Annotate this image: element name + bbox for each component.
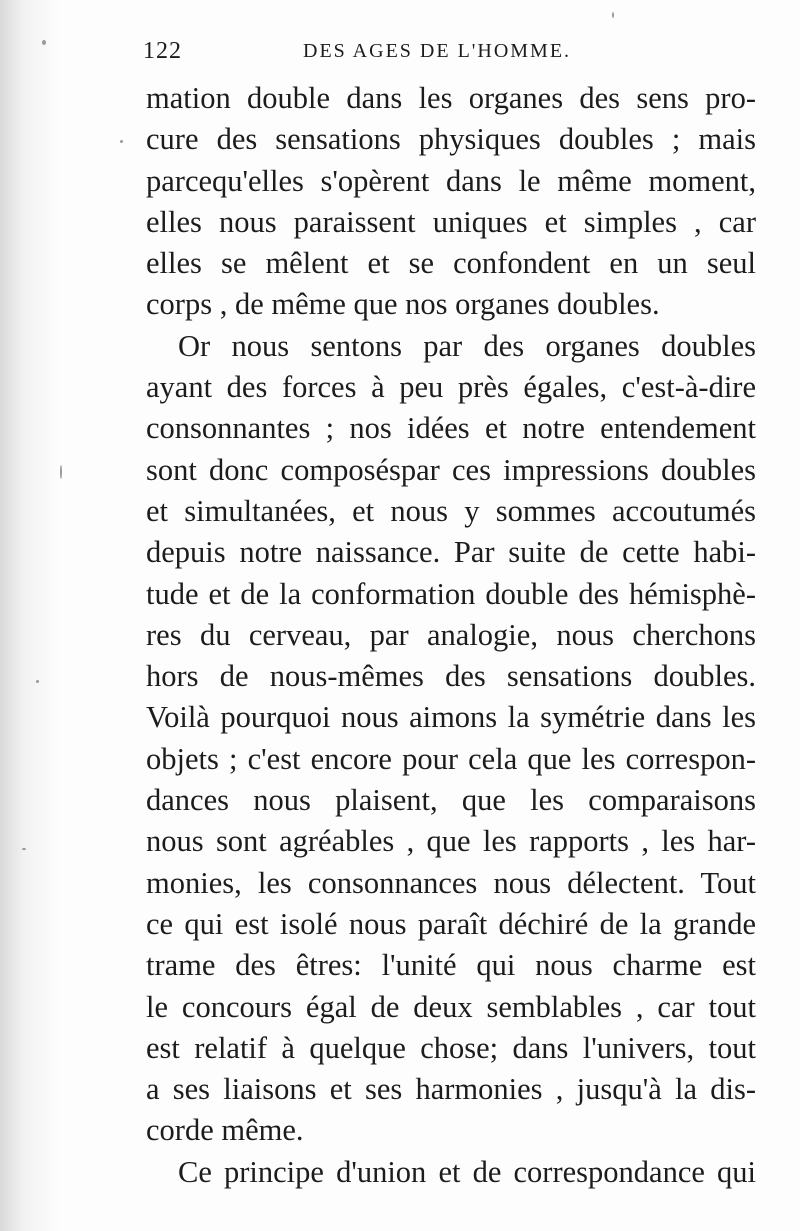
page-number: 122 [143, 38, 182, 64]
text-line: tude et de la conformation double des hémisphè- [146, 576, 756, 611]
ink-speck [120, 140, 123, 143]
text-line: parcequ'elles s'opèrent dans le même moment, [146, 163, 756, 198]
text-line: sont donc composéspar ces impressions doubles [146, 452, 756, 487]
text-line: Or nous sentons par des organes doubles [178, 328, 756, 363]
text-line: est relatif à quelque chose; dans l'univers, tout [146, 1030, 756, 1065]
text-line: mation double dans les organes des sens pro- [146, 81, 756, 115]
page-header [143, 30, 743, 66]
ink-speck [60, 465, 62, 479]
text-line: ayant des forces à peu près égales, c'est-à-dire [146, 370, 756, 405]
text-line: a ses liaisons et ses harmonies , jusqu'à la dis- [146, 1072, 756, 1107]
text-line: depuis notre naissance. Par suite de cette habi- [146, 535, 756, 570]
text-line: corde même. [146, 1113, 304, 1148]
ink-speck [36, 680, 39, 683]
text-line: Ce principe d'union et de correspondance qui [178, 1154, 756, 1189]
text-line: trame des êtres: l'unité qui nous charme est [146, 948, 756, 983]
text-line: cure des sensations physiques doubles ; mais [146, 122, 756, 157]
text-line: monies, les consonnances nous délectent. Tout [146, 865, 756, 900]
page-gutter-shadow [0, 0, 60, 1231]
text-line: le concours égal de deux semblables , car tout [146, 989, 756, 1024]
text-line: consonnantes ; nos idées et notre entendement [146, 411, 756, 446]
running-head: DES AGES DE L'HOMME. [303, 40, 572, 62]
text-line: hors de nous-mêmes des sensations doubles. [146, 659, 756, 694]
text-line: objets ; c'est encore pour cela que les correspon- [146, 741, 756, 776]
text-line: corps , de même que nos organes doubles. [146, 287, 660, 322]
text-line: dances nous plaisent, que les comparaisons [146, 783, 756, 818]
ink-speck [42, 40, 46, 45]
text-line: elles se mêlent et se confondent en un seul [146, 246, 756, 281]
text-line: et simultanées, et nous y sommes accoutumés [146, 493, 756, 528]
body-text [146, 78, 756, 1193]
text-line: nous sont agréables , que les rapports , les har- [146, 824, 756, 859]
text-line: ce qui est isolé nous paraît déchiré de la grande [146, 906, 756, 941]
ink-speck [22, 848, 26, 850]
text-line: elles nous paraissent uniques et simples , car [146, 204, 756, 239]
text-line: res du cerveau, par analogie, nous cherchons [146, 617, 756, 652]
text-line: Voilà pourquoi nous aimons la symétrie dans les [146, 700, 756, 735]
ink-speck [612, 12, 614, 18]
